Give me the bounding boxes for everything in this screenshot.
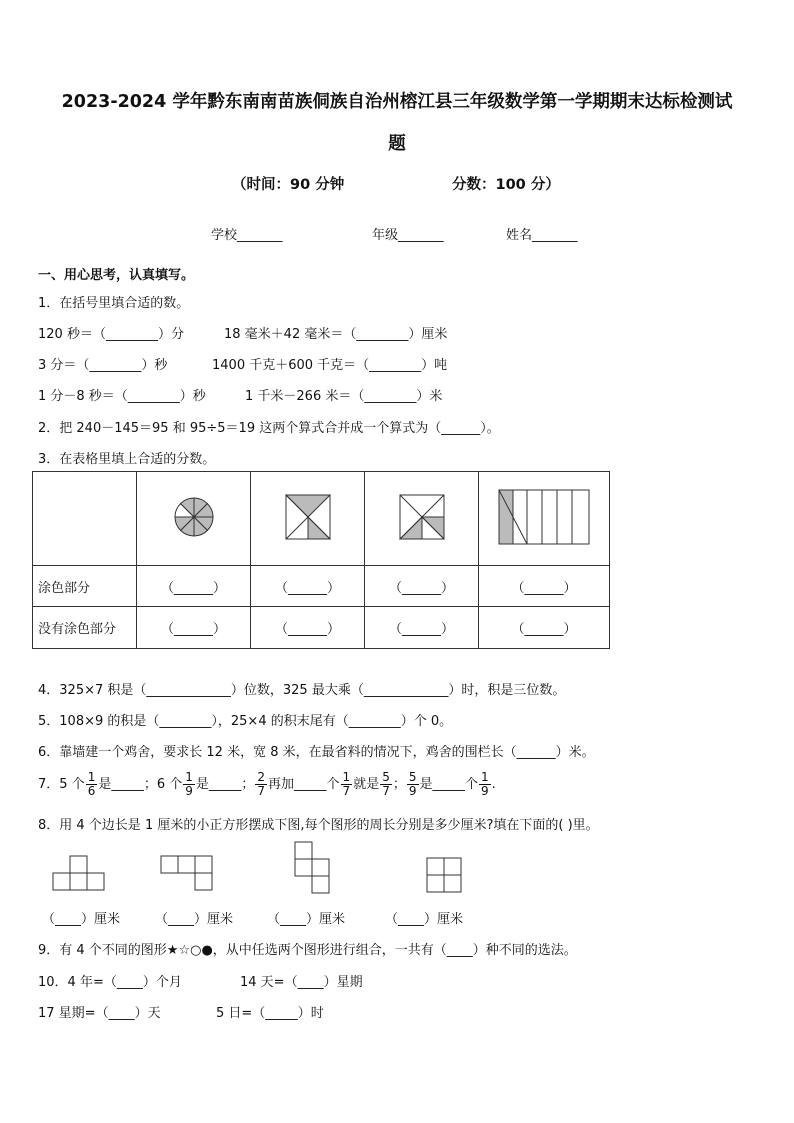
answer-blank: （______） — [365, 607, 479, 649]
question-3-prompt: 3．在表格里填上合适的分数。 — [38, 452, 216, 467]
rectangle-figure — [479, 472, 610, 566]
question-8-answer: （____）厘米 — [155, 912, 234, 927]
school-field: 学校_______ — [211, 228, 283, 243]
score-info: 分数：100 分） — [452, 177, 560, 193]
answer-blank: （______） — [365, 566, 479, 607]
circle-figure — [137, 472, 251, 566]
row-label-shaded: 涂色部分 — [33, 566, 137, 607]
page-title-continued: 题 — [388, 134, 406, 154]
question-10-item: 14 天=（____）星期 — [240, 975, 363, 990]
q7-text: 是_____个 — [419, 777, 479, 792]
fraction: $\frac{5}{7}$ — [382, 770, 390, 798]
fraction: $\frac{2}{7}$ — [257, 770, 266, 798]
q7-text: 再加_____个 — [268, 777, 340, 792]
time-info: （时间：90 分钟 — [232, 177, 345, 193]
name-field: 姓名_______ — [506, 228, 578, 243]
section-heading: 一、用心思考，认真填写。 — [38, 268, 195, 283]
fraction: $\frac{1}{9}$ — [481, 770, 489, 798]
answer-blank: （______） — [137, 566, 251, 607]
row-label-unshaded: 没有涂色部分 — [33, 607, 137, 649]
square-arrangement-4 — [426, 857, 464, 895]
question-8-prompt: 8．用 4 个边长是 1 厘米的小正方形摆成下图,每个图形的周长分别是多少厘米?填在下面的( )里。 — [38, 818, 599, 833]
grade-field: 年级_______ — [372, 228, 444, 243]
question-1-item: 1 千米－266 米＝（________）米 — [245, 389, 443, 404]
page-title: 2023-2024 学年黔东南南苗族侗族自治州榕江县三年级数学第一学期期末达标检测试 — [61, 92, 733, 112]
question-10-item: 17 星期=（____）天 — [38, 1006, 161, 1021]
square-figure-1 — [251, 472, 365, 566]
q7-text: 是_____； — [195, 777, 255, 792]
question-10-item: 10．4 年=（____）个月 — [38, 975, 182, 990]
question-1-item: 3 分＝（________）秒 — [38, 358, 168, 373]
question-6: 6．靠墙建一个鸡舍，要求长 12 米，宽 8 米，在最省料的情况下，鸡舍的围栏长（______）米。 — [38, 745, 595, 760]
fraction: $\frac{1}{9}$ — [185, 770, 193, 798]
question-8-answer: （____）厘米 — [42, 912, 121, 927]
question-8-answer: （____）厘米 — [267, 912, 346, 927]
q7-text: . — [491, 777, 496, 792]
square-arrangement-2 — [160, 855, 214, 891]
answer-blank: （______） — [479, 607, 610, 649]
question-5: 5．108×9 的积是（________），25×4 的积末尾有（________）个 0。 — [38, 714, 453, 729]
fraction-table — [32, 471, 610, 649]
question-8-answer: （____）厘米 — [385, 912, 464, 927]
question-9: 9．有 4 个不同的图形★☆○●，从中任选两个图形进行组合，一共有（____）种不同的选法。 — [38, 943, 577, 958]
square-arrangement-1 — [52, 855, 106, 891]
question-4: 4．325×7 积是（_____________）位数，325 最大乘（_____________）时，积是三位数。 — [38, 683, 566, 698]
q7-text: 7．5 个 — [38, 777, 85, 792]
table-corner-cell — [33, 472, 137, 566]
question-10-item: 5 日=（_____）时 — [216, 1006, 324, 1021]
question-2: 2．把 240－145＝95 和 95÷5＝19 这两个算式合并成一个算式为（______）。 — [38, 421, 500, 436]
question-1-item: 1400 千克＋600 千克＝（________）吨 — [212, 358, 448, 373]
fraction: $\frac{5}{9}$ — [408, 770, 417, 798]
q7-text: 是_____；6 个 — [98, 777, 183, 792]
q7-text: 就是 — [353, 777, 380, 792]
answer-blank: （______） — [251, 607, 365, 649]
square-arrangement-3 — [294, 841, 332, 895]
question-1-item: 120 秒＝（________）分 — [38, 327, 184, 342]
question-1-prompt: 1．在括号里填合适的数。 — [38, 296, 190, 311]
question-1-item: 18 毫米＋42 毫米＝（________）厘米 — [224, 327, 448, 342]
square-figure-2 — [365, 472, 479, 566]
question-7 — [38, 768, 496, 802]
q7-text: ； — [392, 777, 406, 792]
fraction: $\frac{1}{6}$ — [87, 770, 96, 798]
question-1-item: 1 分－8 秒＝（________）秒 — [38, 389, 206, 404]
answer-blank: （______） — [137, 607, 251, 649]
fraction: $\frac{1}{7}$ — [342, 770, 351, 798]
answer-blank: （______） — [479, 566, 610, 607]
answer-blank: （______） — [251, 566, 365, 607]
